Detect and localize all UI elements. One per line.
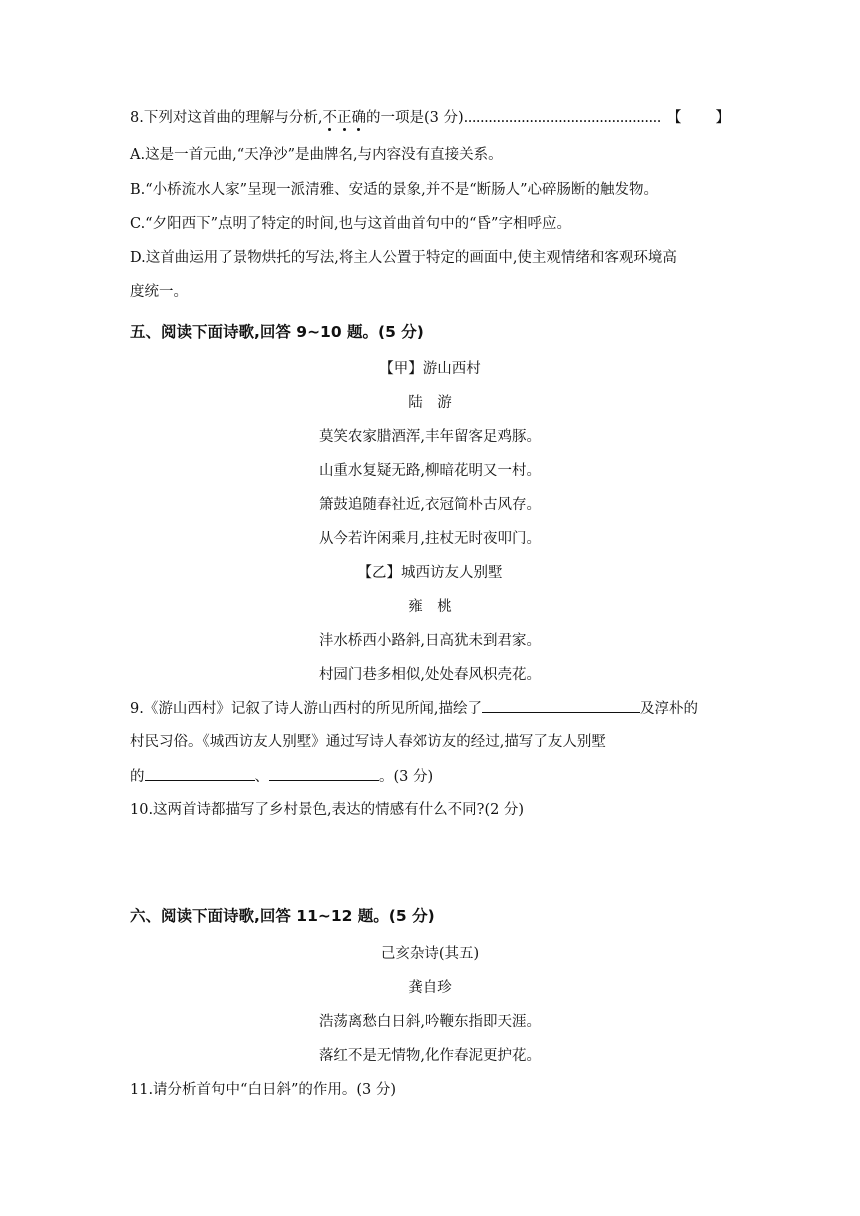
q8-emphasis-char: 正 xyxy=(336,110,352,126)
q9-answer-blank-2[interactable] xyxy=(145,766,255,781)
section5-heading: 五、阅读下面诗歌,回答 9~10 题。(5 分) xyxy=(130,323,424,341)
poem3-line: 落红不是无情物,化作春泥更护花。 xyxy=(318,1048,542,1064)
q8-option-a: A.这是一首元曲,“天净沙”是曲牌名,与内容没有直接关系。 xyxy=(130,147,503,163)
q8-option-c: C.“夕阳西下”点明了特定的时间,也与这首曲首句中的“昏”字相呼应。 xyxy=(130,216,571,232)
section6-heading: 六、阅读下面诗歌,回答 11~12 题。(5 分) xyxy=(130,907,435,925)
q8-suffix: 的一项是(3 分) xyxy=(365,110,464,126)
poem2-line: 村园门巷多相似,处处春风枳壳花。 xyxy=(318,667,542,683)
q9-line2: 村民习俗。《城西访友人别墅》通过写诗人春郊访友的经过,描写了友人别墅 xyxy=(130,734,606,750)
poem1-line: 箫鼓追随春社近,衣冠简朴古风存。 xyxy=(318,497,542,513)
q9-line3 xyxy=(130,766,730,787)
q8-option-d: D.这首曲运用了景物烘托的写法,将主人公置于特定的画面中,使主观情绪和客观环境高 xyxy=(130,250,677,266)
poem2-title: 【乙】城西访友人别墅 xyxy=(357,565,503,581)
q9-separator: 、 xyxy=(254,769,269,785)
q8-option-d-cont: 度统一。 xyxy=(130,284,188,300)
poem3-line: 浩荡离愁白日斜,吟鞭东指即天涯。 xyxy=(318,1014,542,1030)
q9-stem xyxy=(130,698,730,719)
q9-line3-start: 的 xyxy=(130,769,145,785)
q8-option-b: B.“小桥流水人家”呈现一派清雅、安适的景象,并不是“断肠人”心碎肠断的触发物。 xyxy=(130,182,659,198)
q9-line3-end: 。(3 分) xyxy=(379,769,434,785)
bracket-close: 】 xyxy=(715,110,730,126)
poem1-author: 陆 游 xyxy=(408,395,452,411)
q11-stem: 11.请分析首句中“白日斜”的作用。(3 分) xyxy=(130,1082,397,1098)
q8-stem xyxy=(130,108,730,128)
q9-answer-blank-3[interactable] xyxy=(269,766,379,781)
poem3-author: 龚自珍 xyxy=(408,980,452,996)
q8-prefix: 8.下列对这首曲的理解与分析, xyxy=(130,110,323,126)
q8-emphasis-char: 不 xyxy=(322,110,337,126)
bracket-open: 【 xyxy=(667,110,682,126)
q9-part2: 及淳朴的 xyxy=(639,701,698,717)
q8-answer-bracket[interactable] xyxy=(667,108,730,128)
q8-leader-dots: ................................................ xyxy=(463,110,661,126)
poem1-line: 山重水复疑无路,柳暗花明又一村。 xyxy=(318,463,542,479)
poem2-author: 雍 桃 xyxy=(408,599,452,615)
poem1-line: 莫笑农家腊酒浑,丰年留客足鸡豚。 xyxy=(318,429,542,445)
poem3-title: 己亥杂诗(其五) xyxy=(380,946,480,962)
q9-part1: 9.《游山西村》记叙了诗人游山西村的所见所闻,描绘了 xyxy=(130,701,482,717)
q9-answer-blank-1[interactable] xyxy=(482,698,640,713)
poem2-line: 沣水桥西小路斜,日高犹未到君家。 xyxy=(318,633,542,649)
poem1-title: 【甲】游山西村 xyxy=(379,361,481,377)
q8-emphasis-char: 确 xyxy=(351,110,366,126)
poem1-line: 从今若许闲乘月,拄杖无时夜叩门。 xyxy=(318,531,542,547)
q10-stem: 10.这两首诗都描写了乡村景色,表达的情感有什么不同?(2 分) xyxy=(130,802,525,818)
